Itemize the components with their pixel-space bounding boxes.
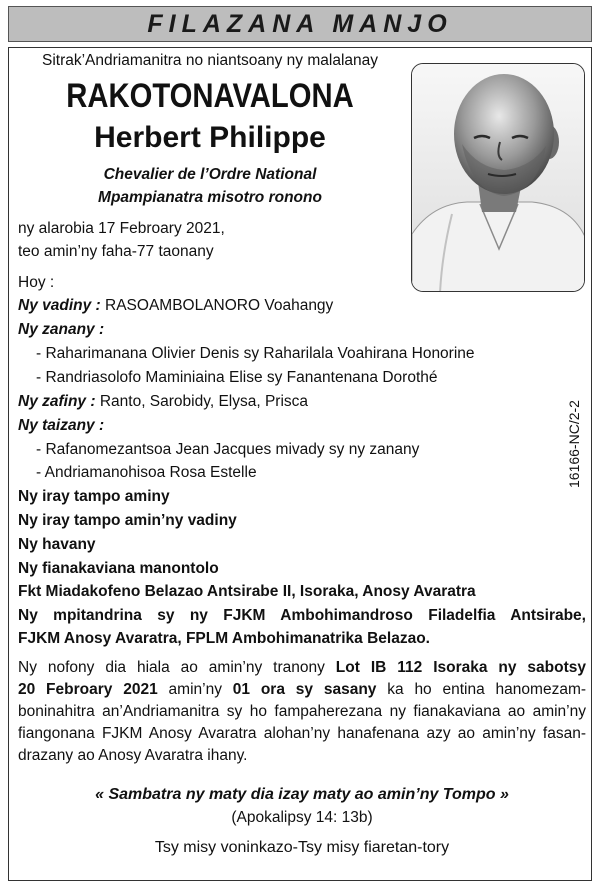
hoy-label: Hoy : bbox=[18, 274, 55, 291]
intro-line: Sitrak’Andriamanitra no niantsoany ny malalanay bbox=[41, 52, 378, 69]
deceased-surname: RAKOTONAVALONA bbox=[66, 77, 354, 115]
deceased-title-2: Mpampianatra misotro ronono bbox=[98, 189, 322, 206]
notice-header: FILAZANA MANJO bbox=[8, 6, 592, 42]
zanany-item: - Raharimanana Olivier Denis sy Raharilala Voahirana Honorine bbox=[36, 345, 475, 362]
zanany-item: - Randriasolofo Maminiaina Elise sy Fanantenana Dorothé bbox=[36, 369, 438, 386]
family-group-line: Ny havany bbox=[18, 536, 96, 553]
vadiny-line bbox=[18, 296, 333, 316]
funeral-text: Ny nofony dia hiala ao amin’ny tranony bbox=[18, 659, 325, 676]
funeral-line-3: boninahitra an’Andriamanitra sy ho fampaherezana ny fianakaviana ao amin’ny bbox=[18, 703, 586, 720]
church-block bbox=[18, 605, 586, 627]
funeral-line-5: drazany ao Anosy Avaratra ihany. bbox=[18, 747, 248, 764]
vadiny-value: RASOAMBOLANORO Voahangy bbox=[105, 297, 334, 314]
taizany-item: - Rafanomezantsoa Jean Jacques mivady sy ny zanany bbox=[36, 441, 420, 458]
taizany-item: - Andriamanohisoa Rosa Estelle bbox=[36, 464, 257, 481]
death-age-line: teo amin’ny faha-77 taonany bbox=[18, 243, 214, 260]
vadiny-label: Ny vadiny : bbox=[18, 297, 101, 314]
zafiny-value: Ranto, Sarobidy, Elysa, Prisca bbox=[99, 393, 309, 410]
funeral-paragraph bbox=[18, 657, 586, 767]
funeral-line-4: fiangonana FJKM Anosy Avaratra alohan’ny hanafenana azy ao amin’ny fasan- bbox=[18, 725, 586, 742]
zafiny-line bbox=[18, 392, 308, 412]
portrait-illustration bbox=[412, 64, 585, 292]
bible-verse-reference: (Apokalipsy 14: 13b) bbox=[231, 809, 373, 826]
deceased-portrait-photo bbox=[411, 63, 585, 292]
footer-note: Tsy misy voninkazo-Tsy misy fiaretan-tory bbox=[154, 839, 450, 856]
family-group-line: Ny fianakaviana manontolo bbox=[18, 560, 219, 577]
funeral-time: 01 ora sy sasany bbox=[232, 681, 377, 698]
deceased-given-names: Herbert Philippe bbox=[94, 121, 326, 154]
taizany-label: Ny taizany : bbox=[18, 417, 105, 434]
zanany-label: Ny zanany : bbox=[18, 321, 105, 338]
funeral-line-2 bbox=[18, 679, 586, 701]
family-group-line: Ny iray tampo aminy bbox=[18, 488, 170, 505]
church-line: FJKM Anosy Avaratra, FPLM Ambohimanatrika Belazao. bbox=[18, 630, 430, 647]
deceased-title-1: Chevalier de l’Ordre National bbox=[103, 166, 317, 183]
ad-reference-code: 16166-NC/2-2 bbox=[566, 400, 582, 488]
bible-verse-quote: « Sambatra ny maty dia izay maty ao amin’ny Tompo » bbox=[95, 786, 509, 803]
zafiny-label: Ny zafiny : bbox=[18, 393, 96, 410]
family-group-line: Ny iray tampo amin’ny vadiny bbox=[18, 512, 237, 529]
family-group-line: Fkt Miadakofeno Belazao Antsirabe II, Isoraka, Anosy Avaratra bbox=[18, 583, 476, 600]
funeral-line-1 bbox=[18, 657, 586, 679]
funeral-text: ka ho entina hanomezam- bbox=[387, 681, 587, 698]
funeral-date: 20 Febroary 2021 bbox=[18, 681, 158, 698]
funeral-text: amin’ny bbox=[168, 681, 222, 698]
funeral-location: Lot IB 112 Isoraka ny sabotsy bbox=[335, 659, 587, 676]
death-date-line: ny alarobia 17 Febroary 2021, bbox=[18, 220, 225, 237]
church-line: Ny mpitandrina sy ny FJKM Ambohimandroso Filadelfia Antsirabe, bbox=[18, 607, 586, 624]
